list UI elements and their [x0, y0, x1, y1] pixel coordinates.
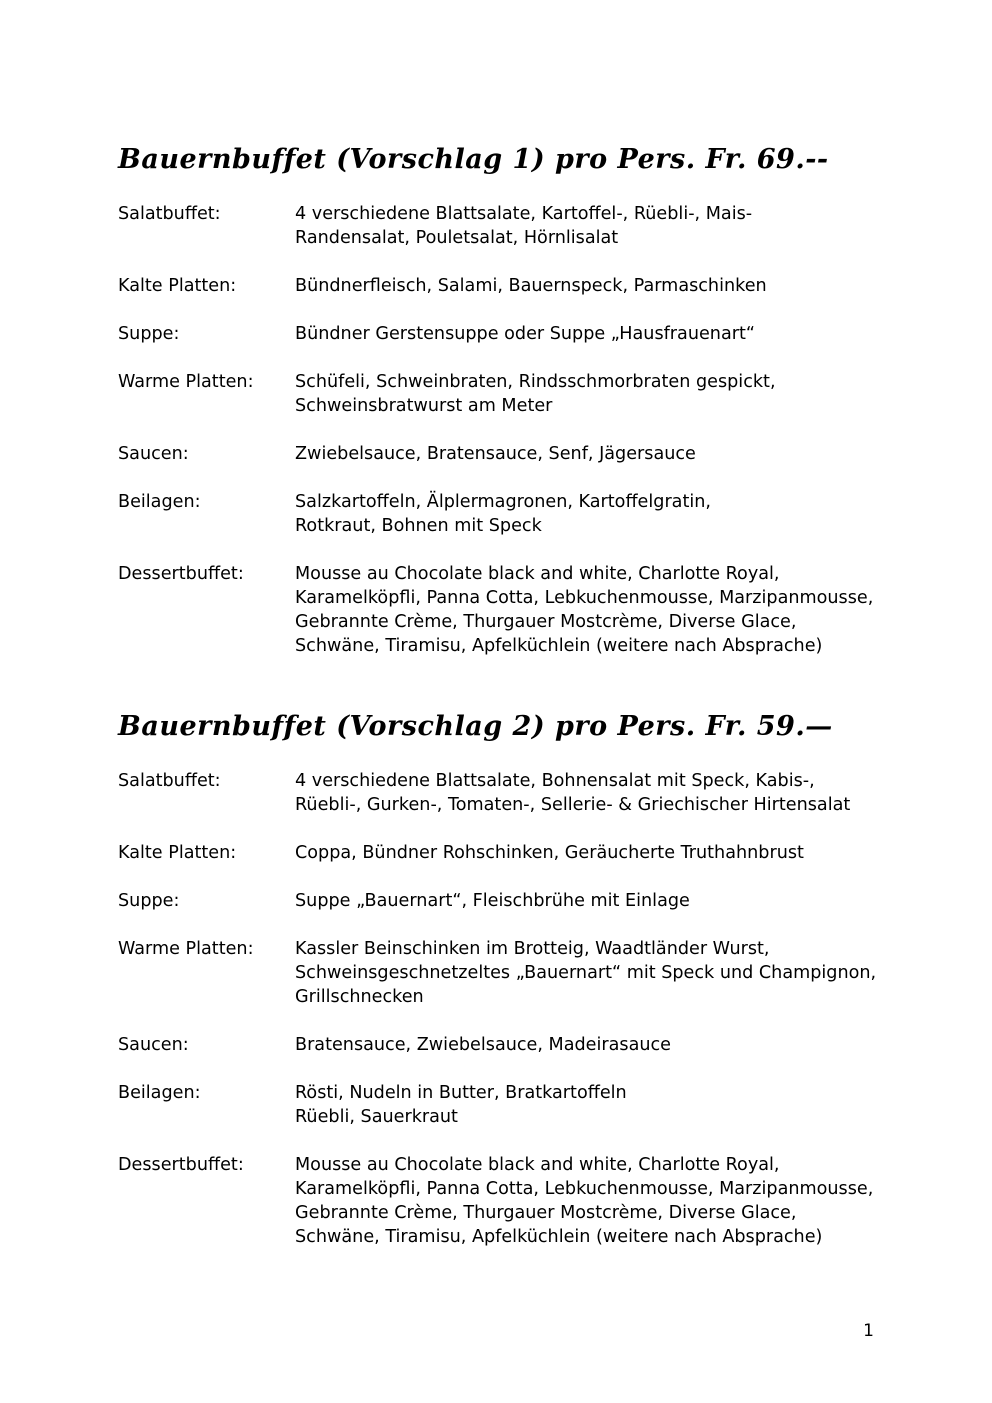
course-beilagen [118, 1081, 898, 1129]
course-label: Beilagen: [118, 1083, 201, 1103]
course-description [295, 889, 898, 913]
course-line: Grillschnecken [295, 987, 424, 1007]
course-label: Dessertbuffet: [118, 1155, 244, 1175]
course-line: Schweinsgeschnetzeltes „Bauernart“ mit Speck und Champignon, [295, 963, 877, 983]
course-salatbuffet [118, 769, 898, 817]
course-label: Kalte Platten: [118, 276, 237, 296]
course-label: Saucen: [118, 1035, 189, 1055]
course-description [295, 769, 898, 817]
course-line: Schwäne, Tiramisu, Apfelküchlein (weitere nach Absprache) [295, 1227, 823, 1247]
course-line: Mousse au Chocolate black and white, Charlotte Royal, [295, 1155, 780, 1175]
course-warme-platten [118, 370, 898, 418]
course-description [295, 202, 898, 250]
page-number: 1 [863, 1321, 874, 1341]
course-dessertbuffet [118, 562, 898, 658]
course-label: Salatbuffet: [118, 204, 221, 224]
course-line: Bündnerfleisch, Salami, Bauernspeck, Parmaschinken [295, 276, 767, 296]
course-saucen [118, 442, 898, 466]
course-label: Warme Platten: [118, 939, 254, 959]
course-line: Rüebli, Sauerkraut [295, 1107, 458, 1127]
course-label: Suppe: [118, 891, 180, 911]
course-line: 4 verschiedene Blattsalate, Bohnensalat mit Speck, Kabis-, [295, 771, 815, 791]
menu-section-2 [118, 705, 898, 1273]
course-description [295, 1081, 898, 1129]
course-description [295, 274, 898, 298]
course-beilagen [118, 490, 898, 538]
course-description [295, 841, 898, 865]
course-list [118, 769, 898, 1249]
course-saucen [118, 1033, 898, 1057]
course-line: Schweinsbratwurst am Meter [295, 396, 553, 416]
course-label: Dessertbuffet: [118, 564, 244, 584]
course-line: Karamelköpfli, Panna Cotta, Lebkuchenmousse, Marzipanmousse, [295, 588, 874, 608]
course-line: Schwäne, Tiramisu, Apfelküchlein (weitere nach Absprache) [295, 636, 823, 656]
course-line: Schüfeli, Schweinbraten, Rindsschmorbraten gespickt, [295, 372, 776, 392]
course-line: Bratensauce, Zwiebelsauce, Madeirasauce [295, 1035, 672, 1055]
course-description [295, 1033, 898, 1057]
course-description [295, 490, 898, 538]
course-kalte-platten [118, 841, 898, 865]
course-dessertbuffet [118, 1153, 898, 1249]
course-warme-platten [118, 937, 898, 1009]
course-line: Rösti, Nudeln in Butter, Bratkartoffeln [295, 1083, 627, 1103]
course-line: Karamelköpfli, Panna Cotta, Lebkuchenmousse, Marzipanmousse, [295, 1179, 874, 1199]
course-label: Saucen: [118, 444, 189, 464]
course-description [295, 562, 898, 658]
course-line: Suppe „Bauernart“, Fleischbrühe mit Einlage [295, 891, 690, 911]
course-line: Gebrannte Crème, Thurgauer Mostcrème, Diverse Glace, [295, 612, 797, 632]
course-line: Salzkartoffeln, Älplermagronen, Kartoffelgratin, [295, 492, 711, 512]
menu-title: Bauernbuffet (Vorschlag 1) pro Pers. Fr. 69.-- [118, 144, 829, 175]
course-line: Rüebli-, Gurken-, Tomaten-, Sellerie- & Griechischer Hirtensalat [295, 795, 851, 815]
course-description [295, 322, 898, 346]
course-label: Salatbuffet: [118, 771, 221, 791]
course-list [118, 202, 898, 658]
course-line: Randensalat, Pouletsalat, Hörnlisalat [295, 228, 619, 248]
course-salatbuffet [118, 202, 898, 250]
menu-title: Bauernbuffet (Vorschlag 2) pro Pers. Fr. 59.— [118, 711, 833, 742]
course-line: Mousse au Chocolate black and white, Charlotte Royal, [295, 564, 780, 584]
course-line: Bündner Gerstensuppe oder Suppe „Hausfrauenart“ [295, 324, 755, 344]
menu-section-1 [118, 138, 898, 682]
course-description [295, 937, 898, 1009]
course-line: 4 verschiedene Blattsalate, Kartoffel-, Rüebli-, Mais- [295, 204, 753, 224]
course-label: Warme Platten: [118, 372, 254, 392]
course-line: Kassler Beinschinken im Brotteig, Waadtländer Wurst, [295, 939, 770, 959]
course-suppe [118, 889, 898, 913]
course-description [295, 370, 898, 418]
course-line: Zwiebelsauce, Bratensauce, Senf, Jägersauce [295, 444, 696, 464]
course-suppe [118, 322, 898, 346]
course-description [295, 442, 898, 466]
course-kalte-platten [118, 274, 898, 298]
course-label: Suppe: [118, 324, 180, 344]
course-line: Gebrannte Crème, Thurgauer Mostcrème, Diverse Glace, [295, 1203, 797, 1223]
course-line: Coppa, Bündner Rohschinken, Geräucherte Truthahnbrust [295, 843, 804, 863]
course-line: Rotkraut, Bohnen mit Speck [295, 516, 542, 536]
course-label: Beilagen: [118, 492, 201, 512]
course-description [295, 1153, 898, 1249]
course-label: Kalte Platten: [118, 843, 237, 863]
